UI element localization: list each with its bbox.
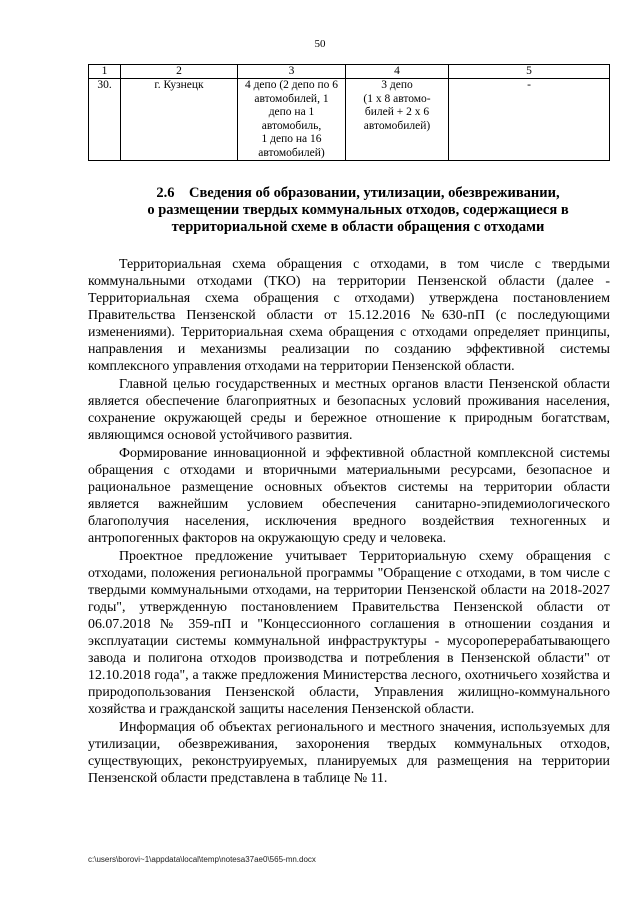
section-heading-line: территориальной схеме в области обращения с отходами (171, 219, 545, 235)
section-heading (108, 185, 608, 236)
table-header-cell: 5 (449, 65, 610, 79)
cell-line: автомобиль, (261, 119, 322, 132)
table-header-cell: 2 (121, 65, 238, 79)
paragraph: Главной целью государственных и местных органов власти Пензенской области является обеспечение благоприятных и безопасных условий проживания населения, сохранение окружающей среды и бережное отношение к природным богатствам, являющимся основой устойчивого развития. (88, 377, 610, 443)
table-row (89, 79, 610, 161)
row-number: 30. (89, 79, 121, 161)
row-depots (238, 79, 346, 161)
cell-line: автомобилей) (258, 146, 325, 159)
paragraph: Информация об объектах регионального и местного значения, используемых для утилизации, обезвреживания, захоронения твердых коммунальных отходов, существующих, реконструируемых, планируемых для размещения на территории Пензенской области представлена в таблице № 11. (88, 720, 610, 786)
table-header-row (89, 65, 610, 79)
footer-file-path: c:\users\borovi~1\appdata\local\temp\notesa37ae0\565-mn.docx (88, 855, 316, 864)
row-col5: - (449, 79, 610, 161)
cell-line: (1 х 8 автомо- (363, 92, 431, 105)
paragraph: Проектное предложение учитывает Территориальную схему обращения с отходами, положения региональной программы "Обращение с отходами, в том числе с твердыми коммунальными отходами, на территории Пензенской области на 2018-2027 годы", утвержденную постановлением Правительства Пензенской области от 06.07.2018 № 359-пП и "Концессионного соглашения в отношении создания и эксплуатации системы коммунальной инфраструктуры - мусороперерабатывающего завода и полигона отходов производства и потребления в Пензенской области" от 12.10.2018 года", а также предложения Министерства лесного, охотничьего хозяйства и природопользования Пензенской области, Управления жилищно-коммунального хозяйства и гражданской защиты населения Пензенской области. (88, 549, 610, 717)
section-heading-line: 2.6 Сведения об образовании, утилизации, обезвреживании, (156, 185, 560, 201)
table-header-cell: 1 (89, 65, 121, 79)
row-city: г. Кузнецк (121, 79, 238, 161)
table-header-cell: 3 (238, 65, 346, 79)
cell-line: 4 депо (2 депо по 6 (244, 79, 339, 91)
section-heading-line: о размещении твердых коммунальных отходов, содержащиеся в (147, 202, 569, 218)
cell-line: 1 депо на 16 (261, 133, 322, 145)
cell-line: билей + 2 х 6 (364, 106, 430, 118)
row-planned-depots (346, 79, 449, 161)
paragraph: Территориальная схема обращения с отходами, в том числе с твердыми коммунальными отходами (ТКО) на территории Пензенской области (далее - Территориальная схема обращения с отходами) утверждена постановлением Правительства Пензенской области от 15.12.2016 №630-пП (с последующими изменениями). Территориальная схема обращения с отходами определяет принципы, направления и механизмы реализации по созданию эффективной системы комплексного управления отходами на территории Пензенской области. (88, 257, 610, 374)
body-text (88, 256, 610, 787)
cell-line: автомобилей) (363, 119, 431, 132)
page-number: 50 (314, 38, 326, 50)
table-header-cell: 4 (346, 65, 449, 79)
paragraph: Формирование инновационной и эффективной областной комплексной системы обращения с отходами и вторичными материальными ресурсами, безопасное и рациональное размещение основных объектов системы на территории области является важнейшим условием обеспечения санитарно-эпидемиологического благополучия населения, исключения вредного воздействия техногенных и антропогенных факторов на окружающую среду и человека. (88, 446, 610, 546)
continuation-table (88, 64, 610, 161)
cell-line: депо на 1 (268, 106, 315, 118)
cell-line: автомобилей, 1 (254, 92, 329, 105)
cell-line: 3 депо (381, 79, 413, 91)
